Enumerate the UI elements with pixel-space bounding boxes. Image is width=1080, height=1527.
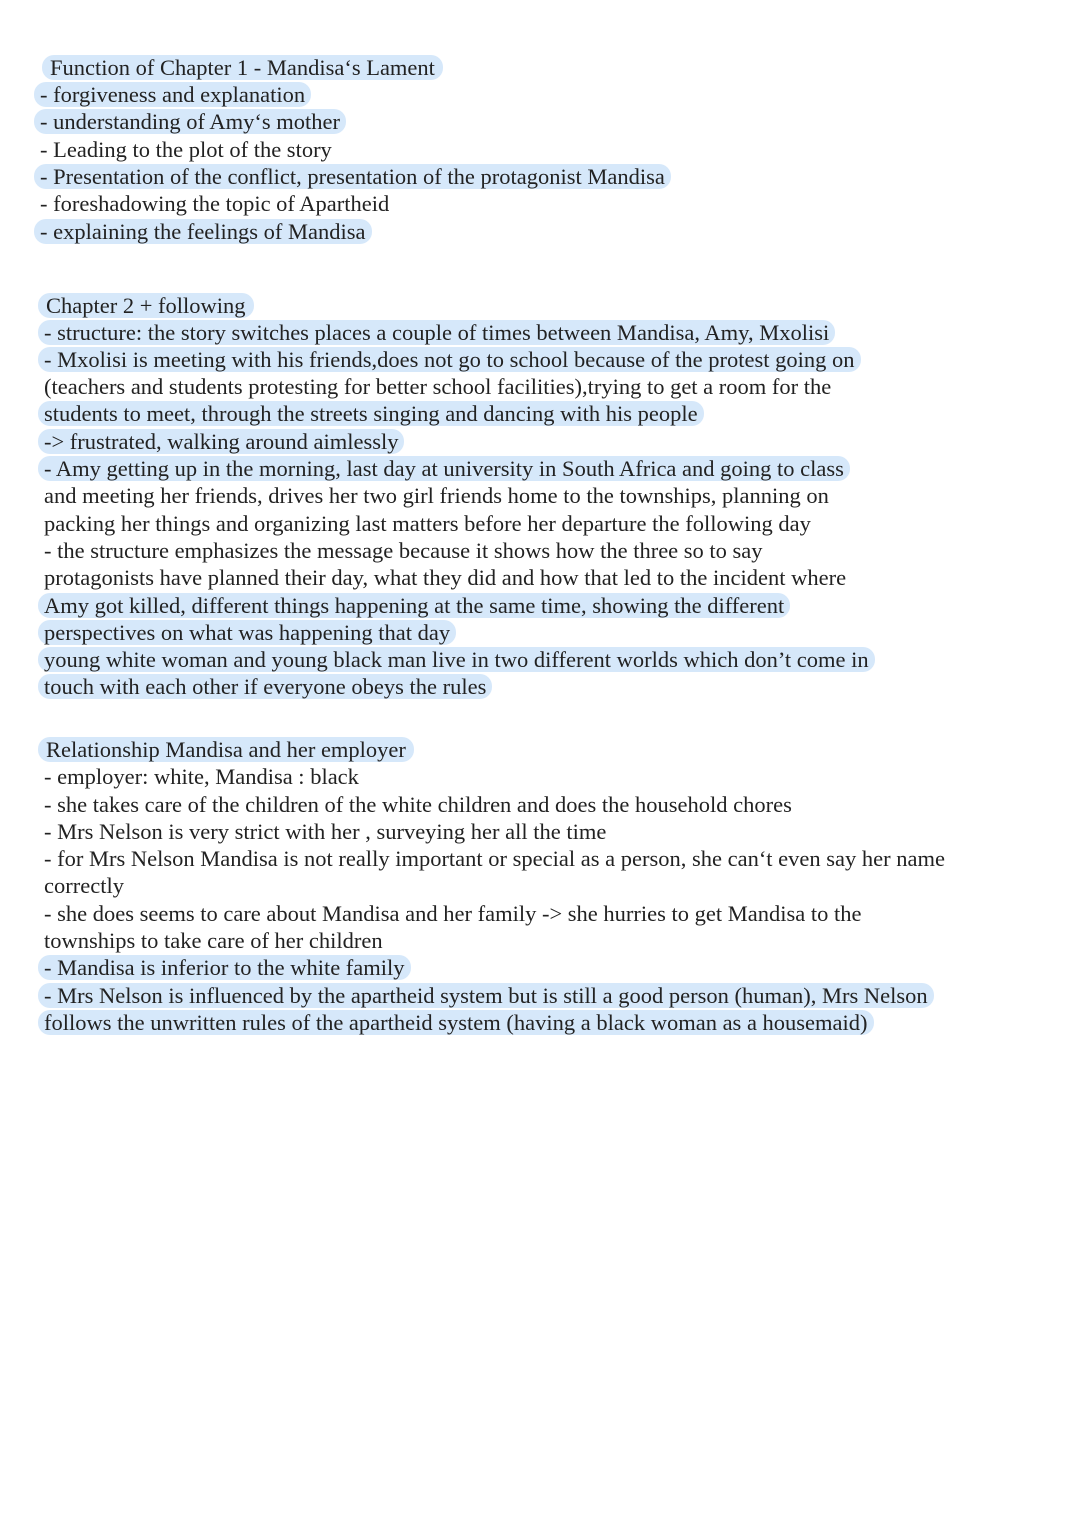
note-line: correctly: [44, 873, 124, 898]
note-line: - she does seems to care about Mandisa and her family -> she hurries to get Mandisa to the: [44, 901, 862, 926]
note-line: - Leading to the plot of the story: [40, 137, 332, 162]
note-line: townships to take care of her children: [44, 928, 383, 953]
note-line: (teachers and students protesting for better school facilities),trying to get a room for the: [44, 374, 832, 399]
note-line: - she takes care of the children of the white children and does the household chores: [44, 792, 792, 817]
note-line: young white woman and young black man live in two different worlds which don’t come in: [38, 647, 875, 672]
section-heading: Chapter 2 + following: [38, 293, 254, 318]
note-line: students to meet, through the streets singing and dancing with his people: [38, 401, 704, 426]
note-line: - Mrs Nelson is very strict with her , surveying her all the time: [44, 819, 607, 844]
note-line: packing her things and organizing last matters before her departure the following day: [44, 511, 811, 536]
note-line: perspectives on what was happening that day: [38, 620, 456, 645]
note-line: - explaining the feelings of Mandisa: [34, 219, 372, 244]
note-line: - Mxolisi is meeting with his friends,does not go to school because of the protest going on: [38, 347, 861, 372]
note-line: - Mandisa is inferior to the white family: [38, 955, 411, 980]
section-heading: Relationship Mandisa and her employer: [38, 737, 414, 762]
note-line: - understanding of Amy‘s mother: [34, 109, 346, 134]
note-line: follows the unwritten rules of the apartheid system (having a black woman as a housemaid): [38, 1010, 874, 1035]
note-line: - structure: the story switches places a couple of times between Mandisa, Amy, Mxolisi: [38, 320, 835, 345]
note-line: - the structure emphasizes the message because it shows how the three so to say: [44, 538, 763, 563]
note-line: and meeting her friends, drives her two girl friends home to the townships, planning on: [44, 483, 829, 508]
note-line: -> frustrated, walking around aimlessly: [38, 429, 404, 454]
note-line: - Amy getting up in the morning, last day at university in South Africa and going to class: [38, 456, 850, 481]
note-line: - employer: white, Mandisa : black: [44, 764, 359, 789]
note-line: - for Mrs Nelson Mandisa is not really important or special as a person, she can‘t even say her name: [44, 846, 945, 871]
note-line: touch with each other if everyone obeys the rules: [38, 674, 492, 699]
section-heading: Function of Chapter 1 - Mandisa‘s Lament: [42, 55, 443, 80]
note-line: - foreshadowing the topic of Apartheid: [40, 191, 390, 216]
note-line: Amy got killed, different things happening at the same time, showing the different: [38, 593, 790, 618]
note-line: - forgiveness and explanation: [34, 82, 311, 107]
note-line: protagonists have planned their day, what they did and how that led to the incident where: [44, 565, 847, 590]
note-line: - Mrs Nelson is influenced by the apartheid system but is still a good person (human), Mrs Nelson: [38, 983, 934, 1008]
note-line: - Presentation of the conflict, presentation of the protagonist Mandisa: [34, 164, 671, 189]
